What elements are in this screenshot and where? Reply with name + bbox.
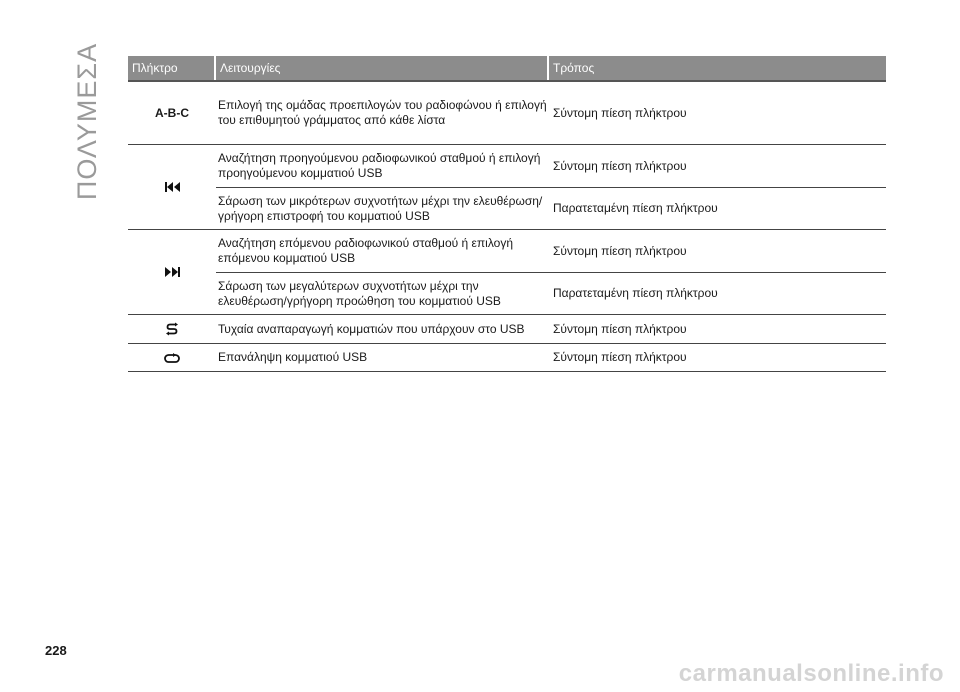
repeat-icon [164,353,180,363]
section-title [70,42,106,200]
table-group-next [128,230,886,315]
table-group-previous [128,145,886,230]
table-row [216,187,886,229]
table-row [216,230,886,272]
shuffle-icon [166,322,178,336]
next-track-icon [165,267,180,277]
watermark: carmanualsonline.info [678,660,944,687]
page-number: 228 [45,643,67,658]
function-cell: Σάρωση των μεγαλύτερων συχνοτήτων μέχρι την ελευθέρωση/γρήγορη προώθηση του κομματιού USB [218,278,501,308]
section-title-text: ΠΟΛΥΜΕΣΑ [72,42,103,200]
mode-cell: Σύντομη πίεση πλήκτρου [553,243,687,258]
table-row [216,82,886,144]
mode-cell: Σύντομη πίεση πλήκτρου [553,105,687,120]
table-row [216,145,886,187]
function-cell: Αναζήτηση προηγούμενου ραδιοφωνικού σταθμού ή επιλογή προηγούμενου κομματιού USB [218,151,541,180]
mode-cell: Σύντομη πίεση πλήκτρου [553,350,687,364]
table-group-abc [128,82,886,145]
previous-track-icon [165,182,180,192]
function-cell: Αναζήτηση επόμενου ραδιοφωνικού σταθμού ή επιλογή επόμενου κομματιού USB [218,236,514,265]
mode-cell: Παρατεταμένη πίεση πλήκτρου [553,286,718,300]
table-group-repeat [128,344,886,372]
table-row [216,344,886,371]
key-function-table [128,56,886,372]
function-cell: Σάρωση των μικρότερων συχνοτήτων μέχρι την ελευθέρωση/γρήγορη επιστροφή του κομματιού USB [218,193,543,223]
header-mode: Τρόπος [549,56,886,80]
table-header [128,56,886,80]
mode-cell: Σύντομη πίεση πλήκτρου [553,158,687,173]
header-key: Πλήκτρο [128,56,214,80]
mode-cell: Σύντομη πίεση πλήκτρου [553,321,687,336]
function-cell: Τυχαία αναπαραγωγή κομματιών που υπάρχουν στο USB [218,321,525,336]
function-cell: Επιλογή της ομάδας προεπιλογών του ραδιοφώνου ή επιλογή του επιθυμητού γράμματος από κάθε λίστα [218,98,547,127]
function-cell: Επανάληψη κομματιού USB [218,350,368,364]
table-row [216,315,886,343]
table-row [216,272,886,314]
key-abc-label: A-B-C [155,106,189,120]
table-group-shuffle [128,315,886,344]
header-function: Λειτουργίες [216,56,547,80]
mode-cell: Παρατεταμένη πίεση πλήκτρου [553,201,718,215]
